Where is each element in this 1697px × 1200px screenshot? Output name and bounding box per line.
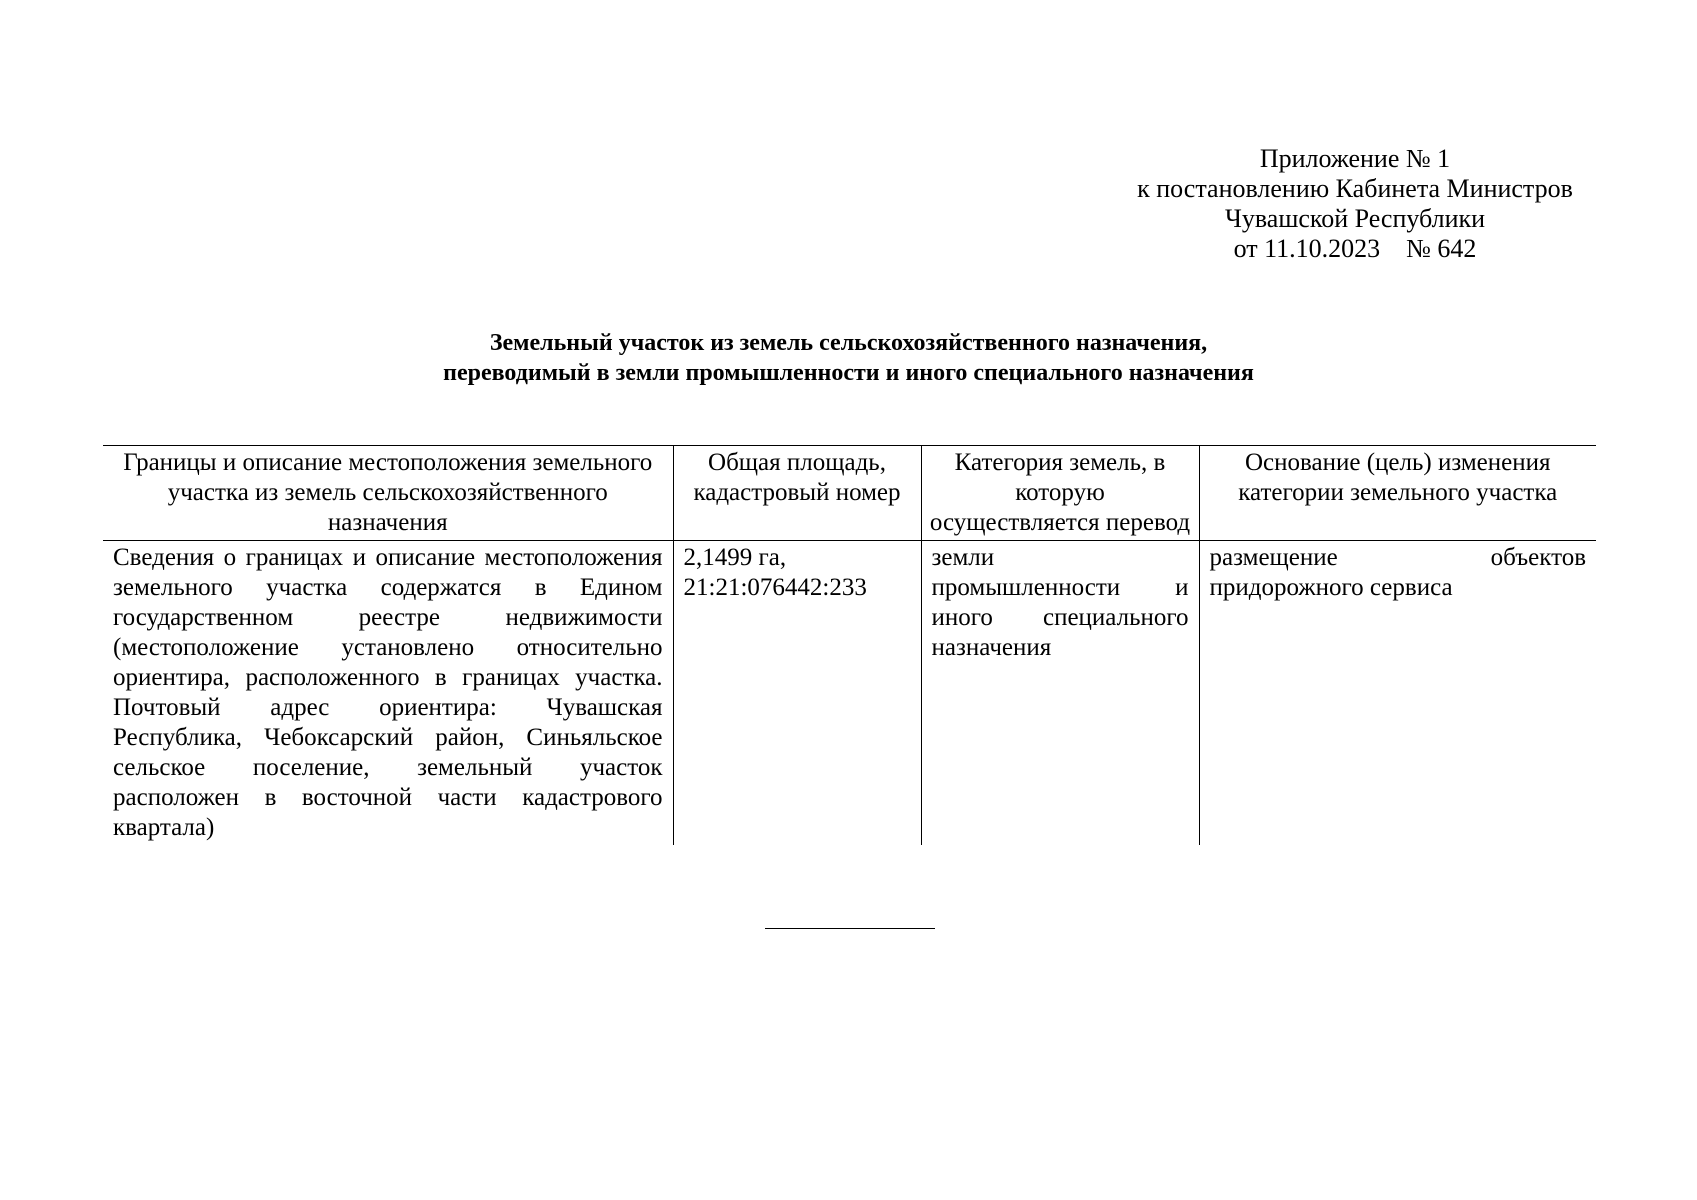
area-value: 2,1499 га, [683,544,787,571]
document-title [100,328,1597,388]
header-location: Границы и описание местоположения земельного участка из земель сельскохозяйственного назначения [103,446,673,541]
cell-location: Сведения о границах и описание местоположения земельного участка содержатся в Едином государственном реестре недвижимости (местоположение установлено относительно ориентира, расположенного в границах участка. Почтовый адрес ориентира: Чувашская Республика, Чебоксарский район, Синьяльское сельское поселение, земельный участок расположен в восточной части кадастрового квартала) [113,544,663,841]
land-plot-table [103,445,1596,845]
end-divider [765,928,935,929]
cell-area [673,541,921,846]
cell-category: земли промышленности и иного специального назначения [921,541,1199,846]
header-category: Категория земель, в которую осуществляется перевод [921,446,1199,541]
cadastral-number: 21:21:076442:233 [683,574,867,601]
appendix-date-number: от 11.10.2023 № 642 [1233,234,1477,263]
cell-basis: размещение объектов придорожного сервиса [1199,541,1596,846]
appendix-republic: Чувашской Республики [1224,204,1486,233]
appendix-number: Приложение № 1 [1259,144,1451,173]
title-line-2: переводимый в земли промышленности и иного специального назначения [443,360,1254,386]
header-area: Общая площадь, кадастровый номер [673,446,921,541]
header-basis: Основание (цель) изменения категории земельного участка [1199,446,1596,541]
title-line-1: Земельный участок из земель сельскохозяйственного назначения, [489,330,1208,356]
table-header-row [103,446,1596,541]
table-row [103,541,1596,846]
appendix-header [1100,144,1610,264]
appendix-resolution: к постановлению Кабинета Министров [1137,174,1573,203]
